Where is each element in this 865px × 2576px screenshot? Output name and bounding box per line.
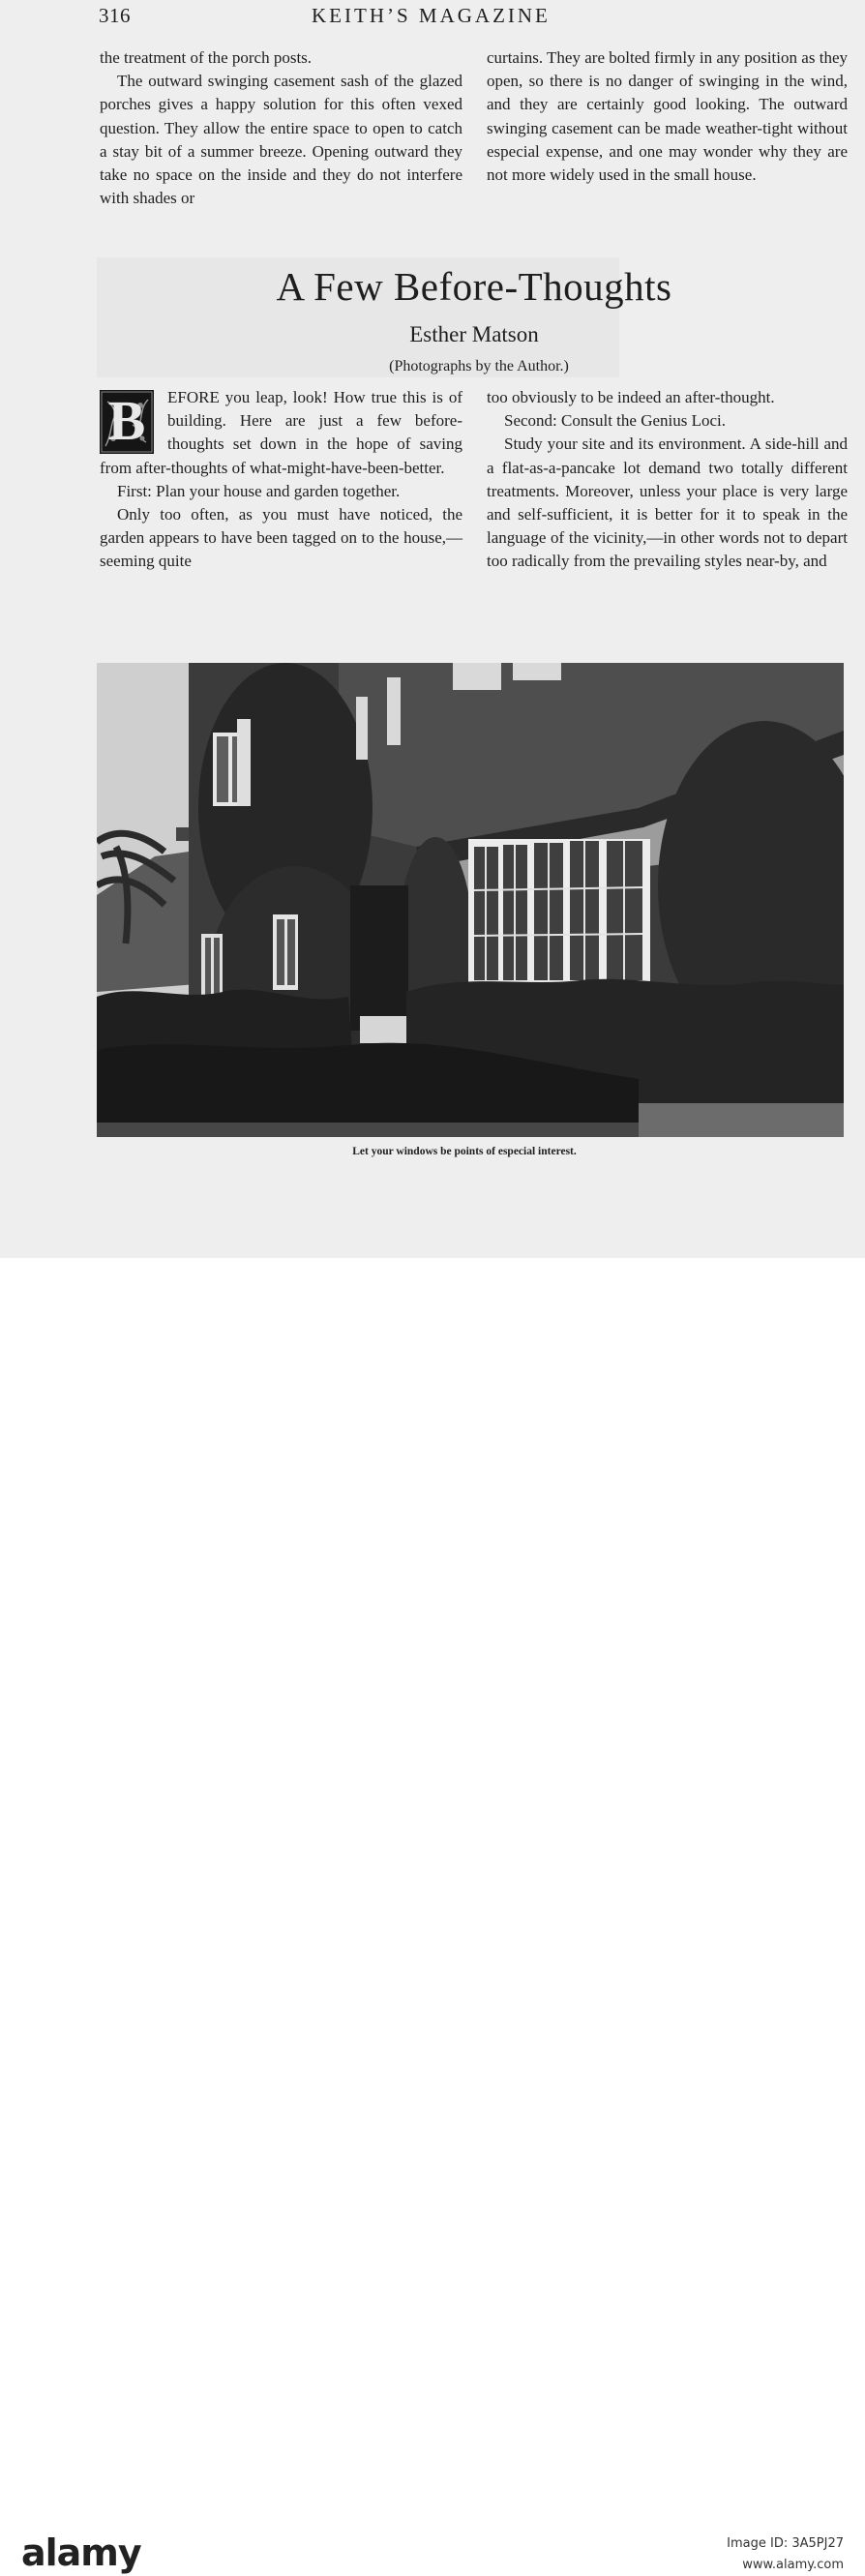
drop-cap: [100, 390, 154, 454]
paragraph: EFORE you leap, look! How true this is of building. Here are just a few before-thoughts set down in the hope of saving from after-thoughts of what-might-have-been-better.: [100, 388, 462, 477]
image-id-block: [727, 2533, 844, 2576]
top-text-right-column: [487, 46, 848, 187]
paragraph: too obviously to be indeed an after-thought.: [487, 388, 775, 406]
alamy-logo: alamy: [21, 2531, 141, 2574]
site-url: www.alamy.com: [742, 2558, 844, 2572]
house-illustration: [97, 663, 844, 1137]
article-author: Esther Matson: [409, 322, 539, 346]
paragraph: curtains. They are bolted firmly in any position as they open, so there is no danger of swinging in the wind, and they are certainly good looking. The outward swinging casement can be made weather-tight without especial expense, and one may wonder why they are not more widely used in the small house.: [487, 48, 848, 185]
house-photograph: [97, 663, 844, 1137]
drop-cap-letter: B: [107, 389, 146, 452]
paragraph: Second: Consult the Genius Loci.: [504, 411, 727, 431]
magazine-page: [0, 0, 865, 1258]
image-id: Image ID: 3A5PJ27: [727, 2536, 844, 2551]
photo-caption: Let your windows be points of especial interest.: [352, 1146, 577, 1157]
paragraph: The outward swinging casement sash of the glazed porches gives a happy solution for this often vexed question. They allow the entire space to open to catch a stay bit of a summer breeze. Opening outward they take no space on the inside and they do not interfere with shades or: [100, 72, 462, 208]
photo-credit: (Photographs by the Author.): [389, 358, 569, 374]
paragraph: Only too often, as you must have noticed, the garden appears to have been tagged on to the house,—seeming quite: [100, 505, 462, 571]
top-text-left-column: [100, 46, 462, 210]
paragraph: the treatment of the porch posts.: [100, 48, 313, 67]
article-title: A Few Before-Thoughts: [276, 264, 672, 309]
page-number: 316: [99, 4, 131, 27]
paragraph: Study your site and its environment. A side-hill and a flat-as-a-pancake lot demand two totally different treatments. Moreover, unless your place is very large and self-sufficient, it is better for it to speak in the language of the vicinity,—in other words not to depart too radically from the prevailing styles near-by, and: [487, 434, 848, 571]
paragraph: First: Plan your house and garden together.: [117, 481, 401, 500]
article-left-column: [100, 386, 462, 574]
article-right-column: [487, 386, 848, 574]
running-title: KEITH’S MAGAZINE: [312, 4, 551, 27]
stock-photo-bar: [0, 1258, 865, 2574]
